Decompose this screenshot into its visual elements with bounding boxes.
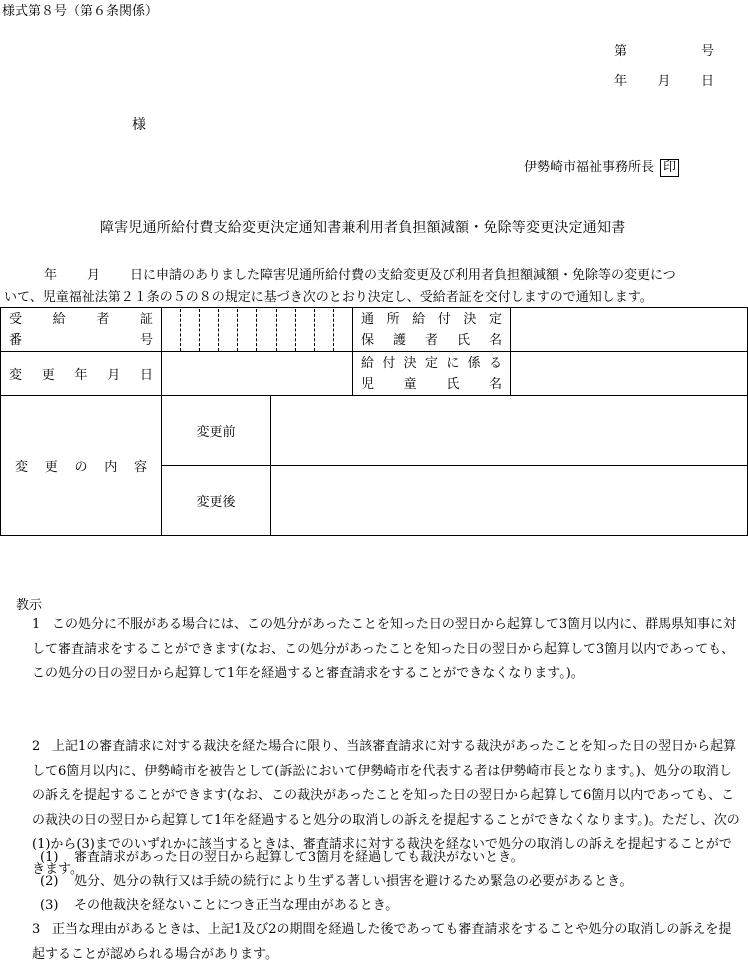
intro-line-1 — [44, 264, 676, 283]
label-char: 決 — [403, 355, 417, 371]
notice-heading: 教示 — [16, 598, 43, 613]
date-year: 年 — [614, 74, 628, 89]
subitem-text: 処分、処分の執行又は手続の続行により生ずる著しい損害を避けるため緊急の必要があるとき。 — [74, 874, 633, 889]
label-char: 名 — [488, 376, 502, 392]
label-char: 号 — [139, 332, 153, 348]
label-char: 月 — [107, 368, 121, 383]
notice-subitem-3 — [40, 894, 740, 919]
label-char: 変 — [9, 368, 23, 383]
label-char: 証 — [139, 311, 153, 327]
subitem-number: (1) — [40, 850, 59, 865]
label-char: 保 — [361, 332, 375, 348]
digit-box[interactable] — [219, 309, 238, 351]
subitem-number: (3) — [40, 898, 59, 913]
child-name-value[interactable] — [511, 352, 748, 396]
subitem-text: 審査請求があった日の翌日から起算して3箇月を経過しても裁決がないとき。 — [74, 850, 524, 865]
label-char: 係 — [467, 355, 481, 371]
item-text: 上記1の審査請求に対する裁決を経た場合に限り、当該審査請求に対する裁決があったことを知った日の翌日から起算して6箇月以内に、伊勢崎市を被告として(訴訟において伊勢崎市を代表する者は伊勢崎市長となります。)、処分の取消しの訴えを提起することができます(なお、この裁決があったことを知った日の翌日から起算して6箇月以内であっても、この裁決の日の翌日から起算して1年を経過すると処分の取消しの訴えを提起することができなくなります。)。ただし、次の(1)から(3)までのいずれかに該当するときは、審査請求に対する裁決を経ないで処分の取消しの訴えを提起することができます。 — [32, 739, 740, 877]
notice-subitem-1 — [40, 846, 740, 871]
label-char: 容 — [133, 460, 147, 475]
label-char: 名 — [488, 332, 502, 348]
child-label-line-1 — [353, 353, 510, 374]
label-char: 付 — [437, 311, 451, 327]
digit-box[interactable] — [200, 309, 219, 351]
notice-item-3 — [32, 918, 744, 967]
label-char: 給 — [361, 355, 375, 371]
label-char: 更 — [44, 460, 58, 475]
label-char: 童 — [403, 376, 417, 392]
label-char: 決 — [463, 311, 477, 327]
digit-box[interactable] — [277, 309, 296, 351]
digit-box[interactable] — [162, 309, 181, 351]
before-change-value[interactable] — [271, 396, 748, 466]
guardian-label-line-1 — [353, 309, 510, 330]
label-char: 定 — [488, 311, 502, 327]
item-number: 1 — [32, 617, 41, 632]
label-char: 給 — [52, 311, 66, 327]
subitem-text: その他裁決を経ないことにつき正当な理由があるとき。 — [74, 898, 399, 913]
label-char: 変 — [15, 460, 29, 475]
label-char: 児 — [361, 376, 375, 392]
change-content-label — [1, 396, 162, 536]
digit-box[interactable] — [257, 309, 276, 351]
item-number: 2 — [32, 739, 41, 754]
guardian-label-line-2 — [353, 330, 510, 351]
document-title: 障害児通所給付費支給変更決定通知書兼利用者負担額減額・免除等変更決定通知書 — [100, 220, 626, 236]
label-char: の — [74, 460, 88, 475]
issuer — [524, 156, 679, 177]
subitem-number: (2) — [40, 874, 59, 889]
recipient-cert-number-label — [1, 308, 162, 352]
label-char: 氏 — [456, 332, 470, 348]
digit-box[interactable] — [334, 309, 352, 351]
change-date-label — [1, 352, 162, 396]
label-char: 内 — [104, 460, 118, 475]
label-char: 付 — [382, 355, 396, 371]
recipient-cert-label-line-2 — [1, 330, 161, 351]
guardian-name-label — [353, 308, 511, 352]
date-day: 日 — [700, 74, 714, 89]
number-prefix: 第 — [614, 44, 628, 59]
item-number: 3 — [32, 922, 41, 937]
label-char: 者 — [96, 311, 110, 327]
recipient-cert-number-boxes[interactable] — [162, 308, 353, 352]
label-char: る — [488, 355, 502, 371]
label-char: 番 — [9, 332, 23, 348]
date-month: 月 — [657, 74, 671, 89]
label-char: 更 — [41, 368, 55, 383]
document-number — [614, 40, 714, 59]
intro-month: 月 — [87, 268, 101, 283]
intro-line-2: いて、児童福祉法第２１条の５の８の規定に基づき次のとおり決定し、受給者証を交付しますので通知します。 — [4, 290, 653, 305]
intro-text: 日に申請のありました障害児通所給付費の支給変更及び利用者負担額減額・免除等の変更につ — [130, 268, 676, 283]
intro-year: 年 — [44, 268, 58, 283]
form-number: 様式第８号（第６条関係） — [2, 4, 159, 19]
label-char: 所 — [386, 311, 400, 327]
before-change-label: 変更前 — [162, 396, 271, 466]
issuer-name: 伊勢崎市福祉事務所長 — [524, 160, 655, 175]
decision-table — [0, 307, 748, 536]
number-suffix: 号 — [700, 44, 714, 59]
change-date-value[interactable] — [162, 352, 353, 396]
recipient-cert-label-line-1 — [1, 309, 161, 330]
label-char: 年 — [74, 368, 88, 383]
child-label-line-2 — [353, 374, 510, 395]
label-char: 者 — [424, 332, 438, 348]
document-date — [614, 70, 714, 89]
digit-box[interactable] — [315, 309, 334, 351]
label-char: 氏 — [446, 376, 460, 392]
digit-box[interactable] — [238, 309, 257, 351]
label-char: 通 — [361, 311, 375, 327]
item-text: この処分に不服がある場合には、この処分があったことを知った日の翌日から起算して3箇月以内に、群馬県知事に対して審査請求をすることができます(なお、この処分があったことを知った日の翌日から起算して3箇月以内であっても、この処分の日の翌日から起算して1年を経過すると審査請求をすることができなくなります。)。 — [32, 617, 737, 681]
item-text: 正当な理由があるときは、上記1及び2の期間を経過した後であっても審査請求をすることや処分の取消しの訴えを提起することが認められる場合があります。 — [32, 922, 732, 962]
seal-mark: 印 — [660, 159, 679, 177]
guardian-name-value[interactable] — [511, 308, 748, 352]
label-char: 定 — [424, 355, 438, 371]
after-change-value[interactable] — [271, 466, 748, 536]
label-char: 日 — [139, 368, 153, 383]
digit-box[interactable] — [296, 309, 315, 351]
label-char: 受 — [9, 311, 23, 327]
label-char: に — [446, 355, 460, 371]
notice-item-1 — [32, 613, 744, 687]
recipient-honorific: 様 — [132, 117, 146, 133]
label-char: 護 — [392, 332, 406, 348]
after-change-label: 変更後 — [162, 466, 271, 536]
child-name-label — [353, 352, 511, 396]
digit-box[interactable] — [181, 309, 200, 351]
label-char: 給 — [412, 311, 426, 327]
notice-subitem-2 — [40, 870, 740, 895]
